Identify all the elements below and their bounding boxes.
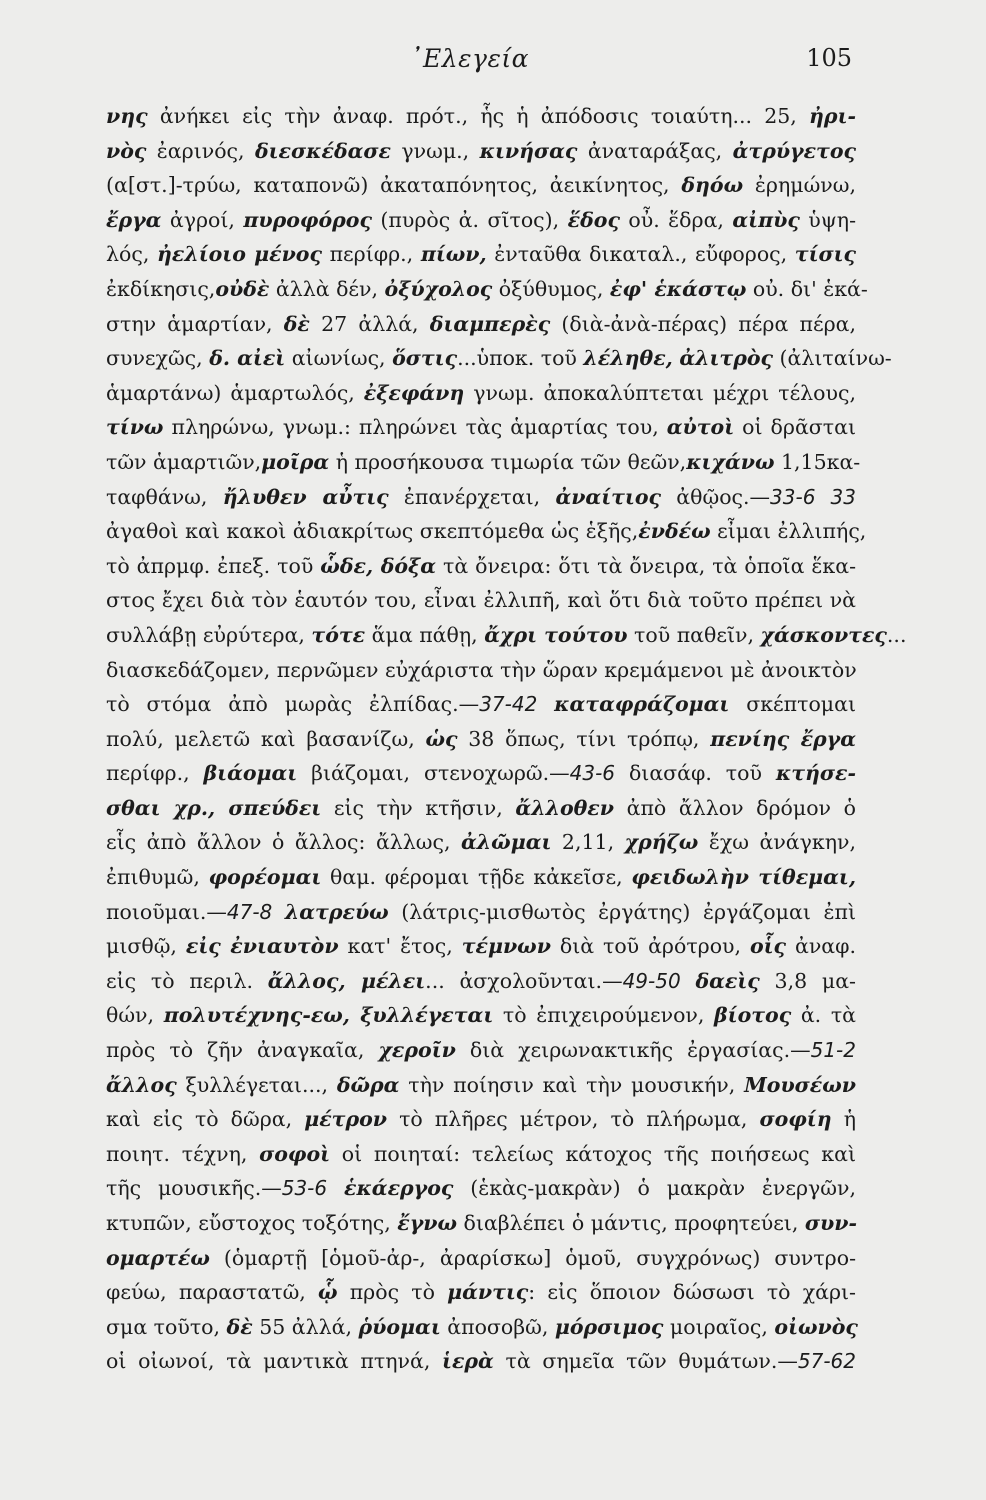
running-head	[0, 44, 986, 78]
text-line	[106, 1102, 856, 1137]
gloss-text: σμα τοῦτο,	[106, 1314, 227, 1339]
lemma-term: δῶρα	[336, 1072, 400, 1097]
text-line	[106, 1241, 856, 1276]
gloss-text: περίφρ.,	[321, 242, 421, 267]
lemma-term: οἷς	[749, 934, 787, 959]
lemma-term: πίων,	[420, 242, 487, 267]
text-line	[106, 929, 856, 964]
lemma-term: σοφοὶ	[259, 1141, 331, 1166]
gloss-text	[681, 969, 696, 993]
lemma-term: ἔγνω	[397, 1211, 458, 1235]
text-line	[106, 134, 856, 169]
gloss-text: διὰ τοῦ ἀρότρου,	[550, 934, 750, 959]
lemma-term: ἠελίοιο μένος	[156, 242, 322, 267]
text-line	[106, 722, 856, 757]
gloss-text: ἀγαθοὶ καὶ κακοὶ ἀδιακρίτως σκεπτόμεθα ὡς ἑξῆς,	[106, 519, 639, 544]
text-line	[106, 860, 856, 895]
gloss-text: ἅμα πάθῃ,	[365, 622, 485, 647]
gloss-text: οἱ ποιηταί: τελείως κάτοχος τῆς ποιήσεως καὶ	[330, 1141, 857, 1166]
gloss-text: ... ἀσχολοῦνται.—	[425, 968, 623, 993]
text-line	[106, 791, 856, 826]
gloss-text: γνωμ. ἀποκαλύπτεται μέχρι τέλους,	[464, 380, 856, 405]
lemma-term: ἄχρι τούτου	[484, 622, 628, 647]
gloss-text: οὐ. δι' ἑκά-	[746, 276, 868, 301]
gloss-text: ἐπανέρχεται,	[388, 484, 556, 509]
gloss-text: (α[στ.]-τρύω, καταπονῶ) ἀκαταπόνητος, ἀεικίνητος,	[106, 173, 682, 198]
gloss-text: τοῦ παθεῖν,	[627, 622, 761, 647]
text-line	[106, 1137, 856, 1172]
gloss-text: ποιητ. τέχνη,	[106, 1141, 260, 1166]
gloss-text: ἔχω ἀνάγκην,	[698, 830, 856, 855]
text-line	[106, 653, 856, 688]
gloss-text: πρὸς τὸ ζῆν ἀναγκαῖα,	[106, 1038, 379, 1063]
gloss-text: ἀθῷος.—	[661, 484, 771, 509]
gloss-text: θών,	[106, 1003, 164, 1028]
gloss-text: τῆς μουσικῆς.—	[106, 1176, 282, 1201]
gloss-text	[537, 692, 554, 716]
gloss-text: πρὸς τὸ	[337, 1280, 448, 1305]
lemma-term: τότε	[311, 622, 366, 647]
lemma-term: μάντις	[447, 1280, 529, 1305]
gloss-text: ἀναφ.	[786, 934, 856, 959]
gloss-text	[272, 900, 285, 924]
lemma-term: χρήζω	[624, 830, 699, 855]
gloss-text: ἡ	[831, 1107, 856, 1132]
gloss-text: εἰς τὸ περιλ.	[106, 968, 268, 993]
lemma-term: ἄλλοθεν	[515, 795, 614, 820]
running-title: ᾿Ελεγεία	[410, 44, 530, 73]
lemma-term: ὡς	[425, 726, 458, 751]
lemma-term: ἀλιτρὸς	[679, 346, 773, 371]
text-line	[106, 1344, 856, 1379]
gloss-text: θαμ. φέρομαι τῇδε κἀκεῖσε,	[321, 865, 632, 890]
verse-range: 43-6	[569, 761, 616, 786]
lemma-term: πενίης ἔργα	[710, 726, 856, 751]
gloss-text: τὸ ἐπιχειρούμενον,	[493, 1003, 715, 1028]
gloss-text: 38 ὅπως, τίνι τρόπῳ,	[457, 726, 711, 751]
gloss-text: οἱ οἰωνοί, τὰ μαντικὰ πτηνά,	[106, 1349, 443, 1374]
gloss-text: 1,15κα-	[774, 449, 861, 474]
lemma-term: σθαι χρ., σπεύδει	[106, 795, 322, 820]
text-line	[106, 825, 856, 860]
lemma-term: ῥύομαι	[358, 1314, 441, 1339]
lemma-term: ὧδε, δόξα	[320, 553, 436, 578]
lemma-term: ἄλλος	[106, 1072, 177, 1097]
lemma-term: πυροφόρος	[243, 207, 372, 232]
gloss-text: ἀπὸ ἄλλον δρόμον ὁ	[613, 795, 856, 820]
lemma-term: φορέομαι	[208, 865, 322, 890]
gloss-text: 55 ἀλλά,	[252, 1314, 359, 1339]
text-line	[106, 895, 856, 930]
lemma-term: σοφίη	[759, 1107, 832, 1132]
gloss-text: στος ἔχει διὰ τὸν ἑαυτόν του, εἶναι ἐλλιπῆ, καὶ ὅτι διὰ τοῦτο πρέπει νὰ	[106, 588, 856, 613]
gloss-text: εἶμαι ἐλλιπής,	[710, 519, 867, 544]
gloss-text: ἀναταράξας,	[577, 138, 733, 163]
lemma-term: δὲ	[283, 311, 310, 336]
gloss-text: (διὰ-ἀνὰ-πέρας) πέρα πέρα,	[550, 311, 856, 336]
gloss-text: πολύ, μελετῶ καὶ βασανίζω,	[106, 726, 426, 751]
lemma-term: ἔργα	[106, 207, 162, 232]
gloss-text: εἷς ἀπὸ ἄλλον ὁ ἄλλος: ἄλλως,	[106, 830, 462, 855]
gloss-text: ὀξύθυμος,	[492, 276, 610, 301]
lemma-term: διαμπερὲς	[429, 311, 551, 336]
verse-range: 53-6	[281, 1176, 328, 1201]
lemma-term: Μουσέων	[744, 1072, 856, 1097]
gloss-text: ἐκδίκησις,	[106, 276, 216, 301]
gloss-text: κατ' ἔτος,	[338, 934, 462, 959]
gloss-text: καὶ εἰς τὸ δῶρα,	[106, 1107, 305, 1132]
gloss-text: ἐρημώνω,	[743, 173, 856, 198]
gloss-text: ἀγροί,	[161, 207, 244, 232]
lemma-term: αἰπὺς	[732, 207, 800, 232]
text-line	[106, 1275, 856, 1310]
text-line	[106, 410, 856, 445]
text-line	[106, 1068, 856, 1103]
lemma-term: μοῖρα	[261, 449, 330, 474]
text-line	[106, 237, 856, 272]
gloss-text: ἐνταῦθα δικαταλ., εὔφορος,	[486, 242, 795, 267]
text-line	[106, 1206, 856, 1241]
gloss-text: ἐπιθυμῶ,	[106, 865, 209, 890]
gloss-text: ὑψη-	[799, 207, 857, 232]
lemma-term: δηόω	[681, 173, 744, 198]
gloss-text: (ὁμαρτῇ [ὁμοῦ-ἀρ-, ἀραρίσκω] ὁμοῦ, συγχρόνως) συντρο-	[209, 1245, 856, 1270]
gloss-text: μοιραῖος,	[663, 1314, 775, 1339]
verse-range: 51-2	[810, 1038, 856, 1063]
text-line	[106, 964, 856, 999]
gloss-text: οὖ. ἕδρα,	[619, 207, 733, 232]
gloss-text: στην ἁμαρτίαν,	[106, 311, 284, 336]
lemma-term: μόρσιμος	[554, 1314, 664, 1339]
verse-range: 57-62	[797, 1349, 856, 1374]
text-line	[106, 341, 892, 376]
lemma-term: ᾧ	[318, 1280, 338, 1305]
gloss-text: συλλάβῃ εὐρύτερα,	[106, 622, 312, 647]
gloss-text: ...ὑποκ. τοῦ	[457, 346, 584, 371]
gloss-text: τὴν ποίησιν καὶ τὴν μουσικήν,	[399, 1072, 745, 1097]
text-line	[106, 1310, 856, 1345]
text-line	[106, 756, 856, 791]
lemma-term: ἐφ' ἑκάστῳ	[609, 276, 747, 301]
gloss-text: λός,	[106, 242, 157, 267]
gloss-text: ...	[886, 622, 907, 647]
lemma-term: ἕδος	[567, 207, 620, 232]
text-line	[106, 583, 856, 618]
lemma-term: νης	[106, 104, 148, 128]
gloss-text: διὰ χειρωνακτικῆς ἐργασίας.—	[455, 1038, 811, 1063]
lemma-term: κτήσε-	[775, 761, 856, 786]
gloss-text: διασάφ. τοῦ	[615, 761, 776, 786]
gloss-text: ἀνήκει εἰς τὴν ἀναφ. πρότ., ἧς ἡ ἀπόδοσις τοιαύτη... 25,	[147, 104, 810, 128]
lemma-term: οὐδὲ	[215, 276, 270, 301]
lemma-term: ἀλῶμαι	[461, 830, 552, 855]
gloss-text: ποιοῦμαι.—	[106, 899, 227, 924]
gloss-text: ἀποσοβῶ,	[440, 1314, 555, 1339]
lemma-term: ἀτρύγετος	[732, 138, 856, 163]
lemma-term: εἰς ἐνιαυτὸν	[185, 934, 339, 959]
gloss-text: εἰς τὴν κτῆσιν,	[321, 795, 516, 820]
page-number: 105	[806, 44, 852, 72]
lemma-term: τίσις	[794, 242, 857, 267]
text-line	[106, 307, 856, 342]
gloss-text: αἰωνίως,	[285, 346, 393, 371]
gloss-text: 2,11,	[551, 830, 625, 855]
text-line	[106, 687, 856, 722]
lemma-term: ἠρι-	[809, 104, 856, 128]
lemma-term: λέληθε,	[583, 346, 673, 371]
gloss-text: τὰ σημεῖα τῶν θυμάτων.—	[493, 1349, 798, 1374]
text-line	[106, 445, 861, 480]
text-line	[106, 272, 868, 307]
gloss-text: ἁμαρτάνω) ἁμαρτωλός,	[106, 380, 364, 405]
gloss-text: ἀλλὰ δέν,	[269, 276, 385, 301]
text-line	[106, 1033, 856, 1068]
lemma-term: μέτρον	[304, 1107, 388, 1132]
lemma-term: διεσκέδασε	[254, 138, 391, 163]
gloss-text: τὸ ἀπρμφ. ἐπεξ. τοῦ	[106, 553, 321, 578]
gloss-text: (πυρὸς ἀ. σῖτος),	[371, 207, 568, 232]
text-line	[106, 1171, 856, 1206]
gloss-text: τὰ ὄνειρα: ὅτι τὰ ὄνειρα, τὰ ὁποῖα ἕκα-	[435, 553, 857, 578]
gloss-text: περίφρ.,	[106, 761, 204, 786]
lemma-term: ομαρτέω	[106, 1245, 210, 1270]
text-line	[106, 203, 856, 238]
lemma-term: ἤλυθεν αὖτις	[222, 484, 389, 509]
lemma-term: κιχάνω	[686, 449, 775, 474]
gloss-text: τῶν ἁμαρτιῶν,	[106, 449, 262, 474]
text-line	[106, 99, 856, 134]
gloss-text: ταφθάνω,	[106, 484, 223, 509]
verse-range: 49-50	[622, 968, 681, 993]
gloss-text: τὸ πλῆρες μέτρον, τὸ πλήρωμα,	[387, 1107, 760, 1132]
lemma-term: δ. αἰεὶ	[209, 346, 286, 371]
text-line	[106, 376, 856, 411]
lemma-term: τέμνων	[461, 934, 551, 959]
gloss-text: διαβλέπει ὁ μάντις, προφητεύει,	[457, 1211, 805, 1235]
lemma-term: ἐξεφάνη	[363, 380, 465, 405]
text-line	[106, 480, 856, 515]
gloss-text: πληρώνω, γνωμ.: πληρώνει τὰς ἁμαρτίας του,	[163, 415, 667, 440]
gloss-text: 3,8 μα-	[759, 968, 856, 993]
lemma-term: ἀναίτιος	[555, 484, 662, 509]
gloss-text: μισθῷ,	[106, 934, 186, 959]
lemma-term: δὲ	[226, 1314, 253, 1339]
text-line	[106, 618, 907, 653]
text-line	[106, 998, 856, 1033]
gloss-text: (ἀλιταίνω-	[773, 346, 892, 371]
lemma-term: πολυτέχνης-εω, ξυλλέγεται	[163, 1003, 494, 1028]
lemma-term: συν-	[804, 1211, 857, 1235]
gloss-text: ξυλλέγεται...,	[176, 1072, 337, 1097]
text-line	[106, 514, 867, 549]
lemma-term: ἐνδέω	[638, 519, 711, 544]
lemma-term: δαεὶς	[695, 968, 760, 993]
gloss-text: 27 ἀλλά,	[309, 311, 430, 336]
text-line	[106, 168, 856, 203]
gloss-text: συνεχῶς,	[106, 346, 210, 371]
gloss-text: (λάτρις-μισθωτὸς ἐργάτης) ἐργάζομαι ἐπὶ	[388, 899, 856, 924]
lemma-term: καταφράζομαι	[554, 692, 730, 717]
gloss-text: : εἰς ὅποιον δώσωσι τὸ χάρι-	[528, 1280, 856, 1305]
gloss-text: τὸ στόμα ἀπὸ μωρὰς ἐλπίδας.—	[106, 692, 480, 717]
lemma-term: ὀξύχολος	[384, 276, 493, 301]
gloss-text	[327, 1176, 344, 1200]
text-line	[106, 549, 856, 584]
verse-range: 47-8	[226, 899, 273, 924]
gloss-text: (ἑκὰς-μακρὰν) ὁ μακρὰν ἐνεργῶν,	[453, 1176, 856, 1201]
verse-range: 37-42	[479, 692, 538, 717]
lemma-term: τίνω	[106, 415, 164, 440]
gloss-text: φεύω, παραστατῶ,	[106, 1280, 318, 1305]
gloss-text: ἡ προσήκουσα τιμωρία τῶν θεῶν,	[329, 449, 687, 474]
gloss-text: διασκεδάζομεν, περνῶμεν εὐχάριστα τὴν ὥραν κρεμάμενοι μὲ ἀνοικτὸν	[106, 657, 857, 682]
lemma-term: βίοτος	[714, 1003, 792, 1028]
lemma-term: ἱερὰ	[442, 1349, 494, 1374]
lemma-term: κινήσας	[479, 138, 578, 163]
lemma-term: λατρεύω	[284, 899, 389, 924]
gloss-text: κτυπῶν, εὔστοχος τοξότης,	[106, 1211, 398, 1235]
lemma-term: βιάομαι	[203, 761, 298, 786]
verse-range: 33-6 33	[770, 484, 856, 509]
lemma-term: οἰωνὸς	[774, 1314, 858, 1339]
lemma-term: χάσκοντες	[760, 622, 887, 647]
lemma-term: ἄλλος, μέλει	[267, 968, 426, 993]
lemma-term: νὸς	[106, 138, 147, 163]
commentary-text	[106, 99, 907, 1379]
lemma-term: χεροῖν	[378, 1038, 456, 1063]
gloss-text: γνωμ.,	[391, 138, 480, 163]
gloss-text: οἱ δρᾶσται	[734, 415, 856, 440]
lemma-term: αὐτοὶ	[666, 415, 735, 440]
gloss-text: βιάζομαι, στενοχωρῶ.—	[297, 761, 570, 786]
lemma-term: φειδωλὴν τίθεμαι,	[631, 865, 856, 890]
gloss-text: ἐαρινός,	[146, 138, 255, 163]
gloss-text: ἀ. τὰ	[791, 1003, 857, 1028]
gloss-text: σκέπτομαι	[729, 692, 856, 717]
lemma-term: ἑκάεργος	[343, 1176, 454, 1201]
lemma-term: ὅστις	[392, 346, 458, 371]
